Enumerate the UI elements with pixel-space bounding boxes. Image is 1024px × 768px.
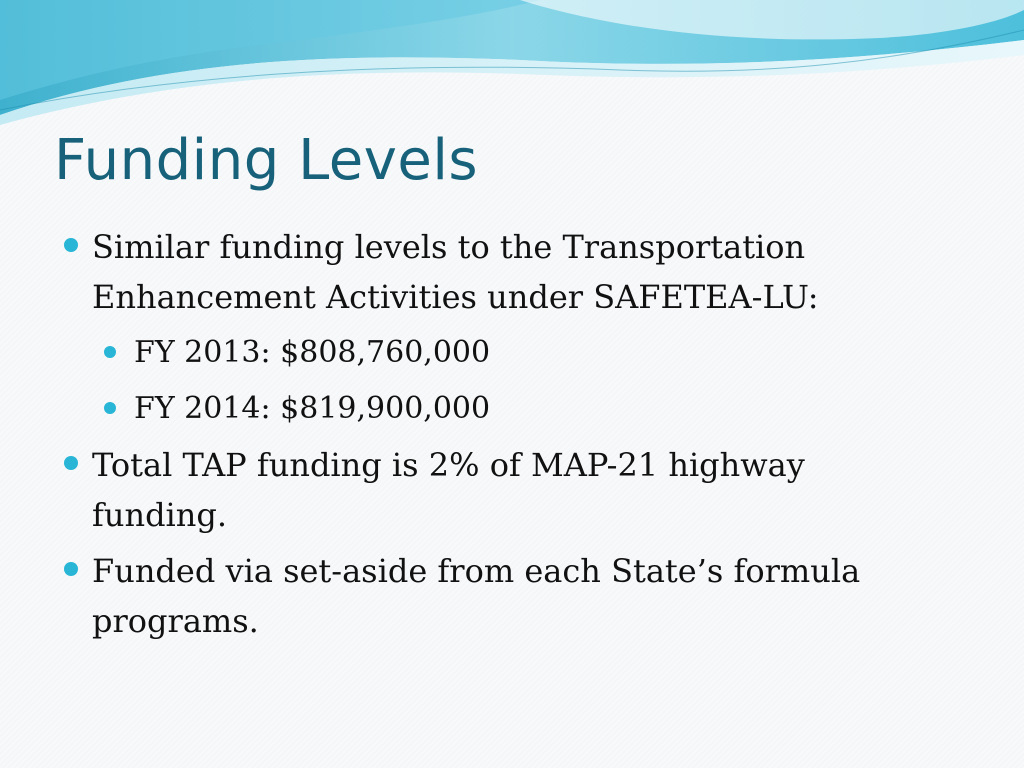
- bullet-dot-icon: [64, 562, 78, 576]
- bullet-text: Total TAP funding is 2% of MAP-21 highway funding.: [92, 446, 805, 534]
- bullet-dot-icon: [104, 346, 116, 358]
- sub-bullet-item: [104, 384, 942, 434]
- bullet-text: FY 2014: $819,900,000: [134, 391, 491, 426]
- bullet-text: Similar funding levels to the Transportation Enhancement Activities under SAFETEA-LU:: [92, 228, 819, 316]
- bullet-text: FY 2013: $808,760,000: [134, 335, 491, 370]
- bullet-text: Funded via set-aside from each State’s formula programs.: [92, 552, 861, 640]
- bullet-item: [62, 440, 942, 540]
- bullet-item: [62, 546, 942, 646]
- header-wave-decoration: [0, 0, 1024, 140]
- bullet-dot-icon: [104, 402, 116, 414]
- bullet-dot-icon: [64, 238, 78, 252]
- slide-title: Funding Levels: [54, 128, 479, 193]
- sub-bullet-item: [104, 328, 942, 378]
- bullet-list: [62, 222, 942, 652]
- bullet-dot-icon: [64, 456, 78, 470]
- bullet-item: [62, 222, 942, 322]
